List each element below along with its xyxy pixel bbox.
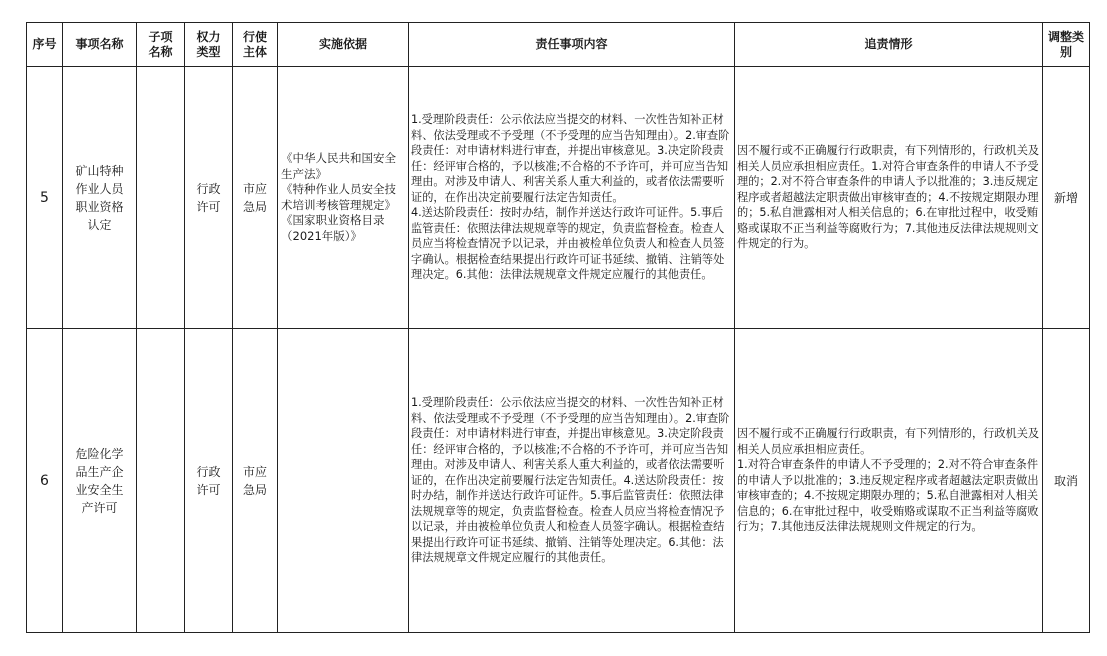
header-accountability: 追责情形 xyxy=(735,23,1043,67)
header-item-name: 事项名称 xyxy=(63,23,137,67)
row-accountability: 因不履行或不正确履行行政职责，有下列情形的，行政机关及相关人员应承担相应责任。 1.对符合审查条件的申请人不予受理的；2.对不符合审查条件的申请人予以批准的；3.违反规定程序或者超越法定职责做出审核审查的；4.不按规定期限办理的；5.私自泄露相对人相关信息的；6.在审批过程中，收受贿赂或谋取不正当利益等腐败行为；7.其他违反法律法规规则文件规定的行为。 xyxy=(735,329,1043,633)
header-row xyxy=(27,23,1090,67)
row-subject: 市应 急局 xyxy=(233,329,278,633)
row-item-name: 危险化学 品生产企 业安全生 产许可 xyxy=(63,329,137,633)
table-row xyxy=(27,67,1090,329)
responsibility-table xyxy=(26,22,1090,633)
row-seq: 5 xyxy=(27,67,63,329)
row-seq: 6 xyxy=(27,329,63,633)
header-basis: 实施依据 xyxy=(278,23,409,67)
row-sub-item xyxy=(137,67,185,329)
row-subject: 市应 急局 xyxy=(233,67,278,329)
row-power-type: 行政 许可 xyxy=(185,67,233,329)
row-basis xyxy=(278,329,409,633)
header-adjust-type: 调整类 别 xyxy=(1043,23,1090,67)
row-adjust-type: 新增 xyxy=(1043,67,1090,329)
header-power-type: 权力 类型 xyxy=(185,23,233,67)
row-power-type: 行政 许可 xyxy=(185,329,233,633)
header-seq: 序号 xyxy=(27,23,63,67)
row-accountability: 因不履行或不正确履行行政职责，有下列情形的，行政机关及相关人员应承担相应责任。1.对符合审查条件的申请人不予受理的；2.对不符合审查条件的申请人予以批准的；3.违反规定程序或者超越法定职责做出审核审查的；4.不按规定期限办理的；5.私自泄露相对人相关信息的；6.在审批过程中，收受贿赂或谋取不正当利益等腐败行为；7.其他违反法律法规规则文件规定的行为。 xyxy=(735,67,1043,329)
row-item-name: 矿山特种 作业人员 职业资格 认定 xyxy=(63,67,137,329)
row-sub-item xyxy=(137,329,185,633)
table-row xyxy=(27,329,1090,633)
row-responsibility: 1.受理阶段责任：公示依法应当提交的材料、一次性告知补正材料、依法受理或不予受理（不予受理的应当告知理由）。2.审查阶段责任：对申请材料进行审查，并提出审核意见。3.决定阶段责任：经评审合格的，予以核准;不合格的不予许可，并可应当告知理由。对涉及申请人、利害关系人重大利益的，或者依法需要听证的，在作出决定前要履行法定告知责任。4.送达阶段责任：按时办结，制作并送达行政许可证件。5.事后监管责任：依照法律法规规章等的规定，负责监督检查。检查人员应当将检查情况予以记录，并由被检单位负责人和检查人员签字确认。根据检查结果提出行政许可证书延续、撤销、注销等处理决定。6.其他：法律法规规章文件规定应履行的其他责任。 xyxy=(409,329,735,633)
header-subject: 行使 主体 xyxy=(233,23,278,67)
row-adjust-type: 取消 xyxy=(1043,329,1090,633)
header-responsibility: 责任事项内容 xyxy=(409,23,735,67)
row-responsibility: 1.受理阶段责任：公示依法应当提交的材料、一次性告知补正材料、依法受理或不予受理（不予受理的应当告知理由）。2.审查阶段责任：对申请材料进行审查，并提出审核意见。3.决定阶段责任：经评审合格的，予以核准;不合格的不予许可，并可应当告知理由。对涉及申请人、利害关系人重大利益的，或者依法需要听证的，在作出决定前要履行法定告知责任。 4.送达阶段责任：按时办结，制作并送达行政许可证件。5.事后监管责任：依照法律法规规章等的规定，负责监督检查。检查人员应当将检查情况予以记录，并由被检单位负责人和检查人员签字确认。根据检查结果提出行政许可证书延续、撤销、注销等处理决定。6.其他：法律法规规章文件规定应履行的其他责任。 xyxy=(409,67,735,329)
header-sub-item: 子项 名称 xyxy=(137,23,185,67)
responsibility-table-container xyxy=(26,22,1090,633)
row-basis: 《中华人民共和国安全生产法》 《特种作业人员安全技术培训考核管理规定》 《国家职业资格目录（2021年版）》 xyxy=(278,67,409,329)
